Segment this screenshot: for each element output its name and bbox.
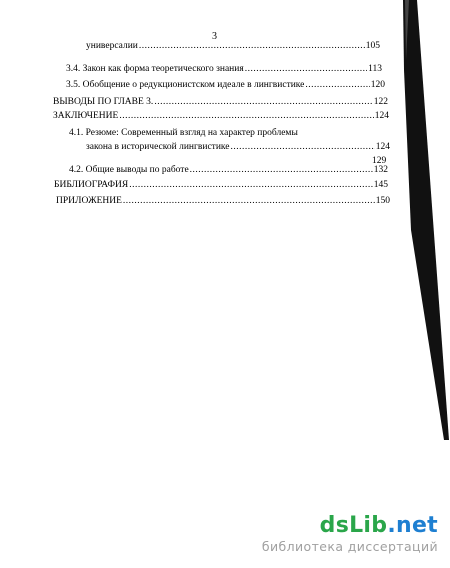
watermark-subtitle: библиотека диссертаций [261,539,438,554]
toc-entry-title: 4.1. Резюме: Современный взгляд на характер проблемы [69,128,298,138]
toc-entry-page: 150 [375,196,390,206]
toc-entry-title: 4.2. Общие выводы по работе [69,165,189,175]
toc-entry [53,96,388,108]
toc-entry-page: 122 [373,97,388,107]
watermark [262,513,438,554]
toc-leader [154,96,372,108]
toc-entry [69,164,388,176]
toc-entry-page: 124 [375,142,390,152]
toc-entry [66,79,385,91]
toc-entry-page: 145 [373,180,388,190]
toc-leader [305,79,369,91]
toc-entry [56,195,390,207]
toc-entry-page: 105 [365,41,380,51]
toc-entry [53,110,389,122]
toc-leader [123,195,375,207]
toc-entry [86,40,380,52]
toc-entry-title: ПРИЛОЖЕНИЕ [56,196,122,206]
toc-leader [139,40,365,52]
toc-entry-title: БИБЛИОГРАФИЯ [54,180,129,190]
toc-entry-page: 129 [372,156,387,166]
toc-entry-page: 113 [368,64,382,74]
toc-entry-page: 120 [370,80,385,90]
toc-leader [245,63,367,75]
toc-entry-title: 3.4. Закон как форма теоретического знания [66,64,244,74]
toc-entry-title: 3.5. Обобщение о редукционистском идеале в лингвистике [66,80,305,90]
toc-leader [190,164,373,176]
toc-leader [119,110,373,122]
toc-entry-title: ВЫВОДЫ ПО ГЛАВЕ 3. [53,97,154,107]
toc-entry [66,63,382,75]
toc-entry-page: 132 [373,165,388,175]
page-number: 3 [212,31,217,42]
scan-shadow-edge [403,0,450,568]
toc-leader [129,179,373,191]
toc-entry-title: универсалии [86,41,138,51]
toc-entry-title: закона в исторической лингвистике [86,142,230,152]
toc-entry-page: 124 [374,111,389,121]
toc-leader [231,141,375,153]
toc-entry-title: ЗАКЛЮЧЕНИЕ [53,111,119,121]
toc-entry [54,179,388,191]
toc-entry [86,141,390,153]
watermark-logo: dsLib.net [319,513,438,538]
